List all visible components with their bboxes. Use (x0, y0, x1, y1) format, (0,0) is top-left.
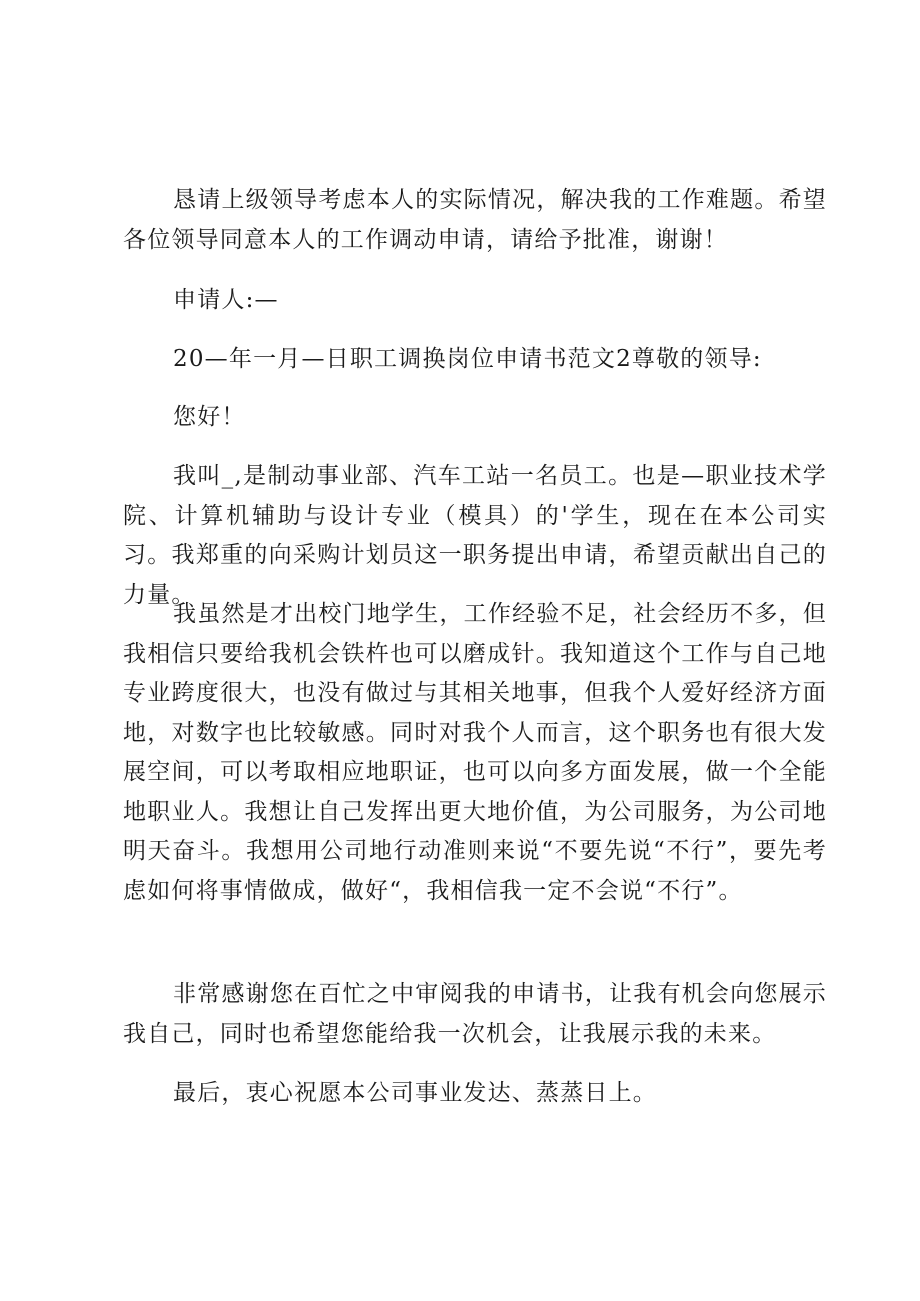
paragraph-date-and-heading: 20—年一月—日职工调换岗位申请书范文2尊敬的领导: (173, 346, 762, 372)
paragraph-applicant: 申请人:— (173, 287, 279, 313)
paragraph-motivation: 我虽然是才出校门地学生，工作经验不足，社会经历不多，但我相信只要给我机会铁杵也可以磨成针。我知道这个工作与自己地专业跨度很大，也没有做过与其相关地事，但我个人爱好经济方面地，对数字也比较敏感。同时对我个人而言，这个职务也有很大发展空间，可以考取相应地职证，也可以向多方面发展，做一个全能地职业人。我想让自己发挥出更大地价值，为公司服务，为公司地明天奋斗。我想用公司地行动准则来说“不要先说“不行”，要先考虑如何将事情做成，做好“，我相信我一定不会说“不行”。 (123, 601, 827, 904)
paragraph-request-closing: 恳请上级领导考虑本人的实际情况，解决我的工作难题。希望各位领导同意本人的工作调动申请，请给予批准，谢谢！ (123, 187, 827, 253)
paragraph-thanks: 非常感谢您在百忙之中审阅我的申请书，让我有机会向您展示我自己，同时也希望您能给我一次机会，让我展示我的未来。 (123, 981, 827, 1047)
paragraph-wishes: 最后，衷心祝愿本公司事业发达、蒸蒸日上。 (173, 1080, 657, 1106)
paragraph-greeting: 您好！ (173, 404, 246, 430)
paragraph-introduction: 我叫_,是制动事业部、汽车工站一名员工。也是—职业技术学院、计算机辅助与设计专业（模具）的'学生，现在在本公司实习。我郑重的向采购计划员这一职务提出申请，希望贡献出自己的力量。 (123, 463, 827, 608)
